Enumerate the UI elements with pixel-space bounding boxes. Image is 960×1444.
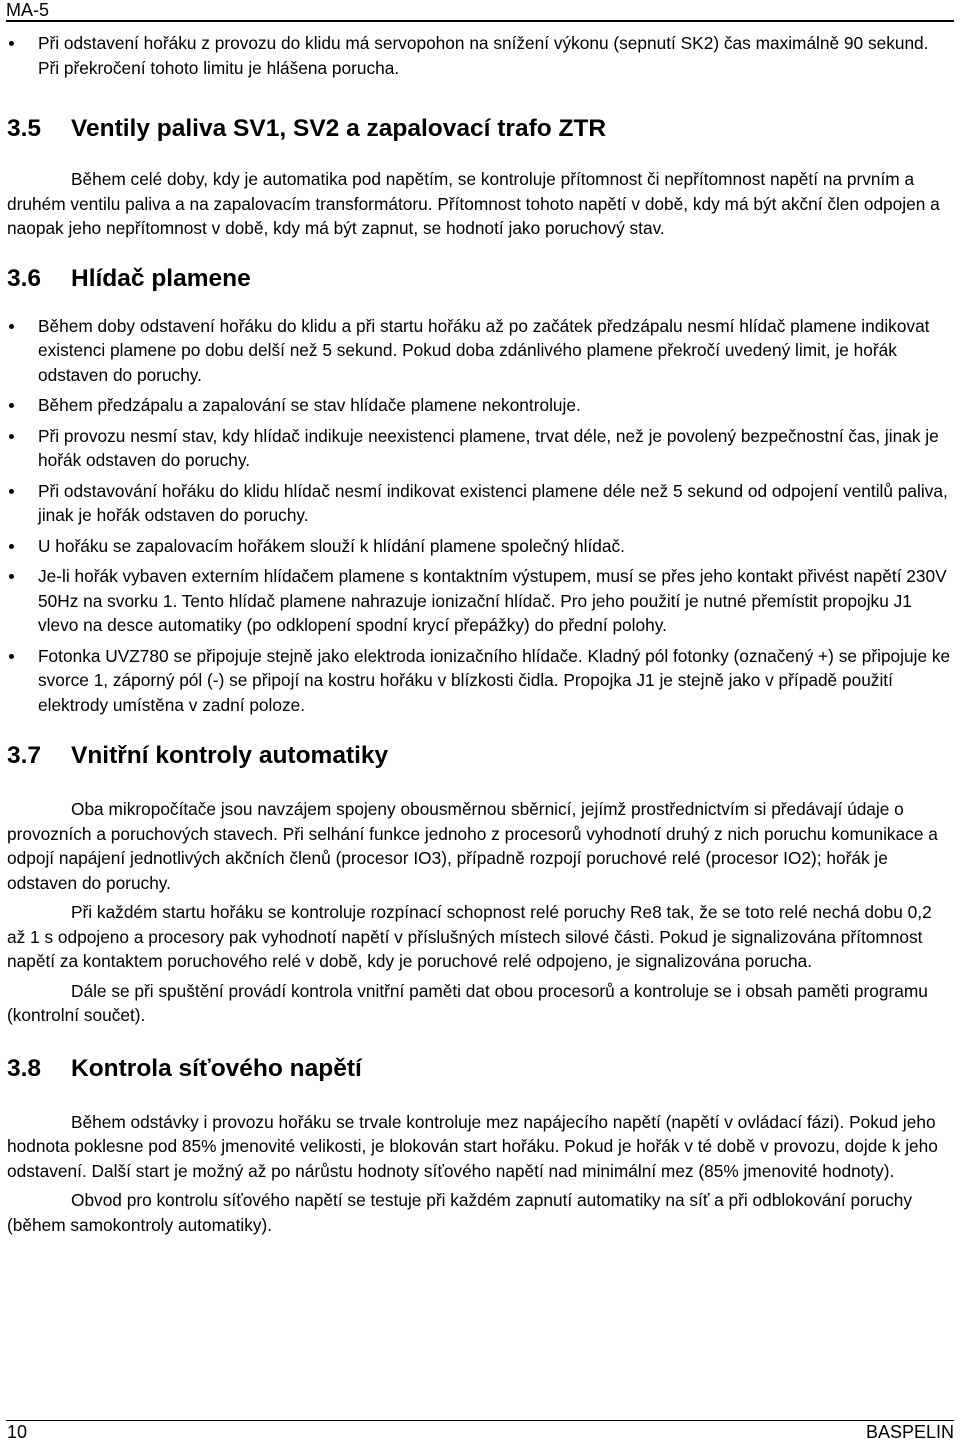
section-number: 3.5 bbox=[7, 115, 42, 142]
list-item bbox=[7, 31, 951, 80]
flame-monitor-bullet-list bbox=[7, 314, 951, 718]
list-item-text: Při provozu nesmí stav, kdy hlídač indikuje neexistenci plamene, trvat déle, než je povolený bezpečnostní čas, jinak je hořák odstaven do poruchy. bbox=[38, 425, 939, 470]
paragraph: Během celé doby, kdy je automatika pod napětím, se kontroluje přítomnost či nepřítomnost napětí na prvním a druhém ventilu paliva a na zapalovacím transformátoru. Přítomnost tohoto napětí v době, kdy má být akční člen odpojen a naopak jeho nepřítomnost v době, kdy má být zapnut, se hodnotí jako poruchový stav. bbox=[7, 169, 940, 238]
list-item-text: Při odstavování hořáku do klidu hlídač nesmí indikovat existenci plamene déle než 5 sekund od odpojení ventilů paliva, jinak je hořák odstaven do poruchy. bbox=[38, 480, 948, 525]
list-item-text: Při odstavení hořáku z provozu do klidu má servopohon na snížení výkonu (sepnutí SK2) čas maximálně 90 sekund. Při překročení tohoto limitu je hlášena porucha. bbox=[38, 33, 929, 78]
bullet-icon bbox=[9, 489, 14, 494]
list-item-text: U hořáku se zapalovacím hořákem slouží k hlídání plamene společný hlídač. bbox=[38, 535, 625, 556]
list-item-text: Během předzápalu a zapalování se stav hlídače plamene nekontroluje. bbox=[38, 395, 581, 415]
paragraph: Během odstávky i provozu hořáku se trvale kontroluje mez napájecího napětí (napětí v ovládací fázi). Pokud jeho hodnota poklesne pod 85% jmenovité velikosti, je blokován start hořáku. Pokud je hořák v té době v provozu, dojde k jeho odstavení. Další start je možný až po nárůstu hodnoty síťového napětí nad minimální mez (85% jmenovité hodnoty). bbox=[7, 1111, 938, 1181]
bullet-icon bbox=[9, 403, 14, 408]
section-heading-3-6 bbox=[7, 264, 951, 294]
section-number: 3.8 bbox=[7, 1054, 42, 1082]
paragraph: Obvod pro kontrolu síťového napětí se testuje při každém zapnutí automatiky na síť a při odblokování poruchy (během samokontroly automatiky). bbox=[7, 1190, 913, 1235]
section-title: Kontrola síťového napětí bbox=[71, 1054, 362, 1082]
bullet-icon bbox=[9, 434, 14, 439]
paragraph: Dále se při spuštění provádí kontrola vnitřní paměti dat obou procesorů a kontroluje se i obsah paměti programu (kontrolní součet). bbox=[7, 980, 928, 1025]
list-item-text: Fotonka UVZ780 se připojuje stejně jako elektroda ionizačního hlídače. Kladný pól fotonky (označený +) se připojuje ke svorce 1, záporný pól (-) se připojí na kostru hořáku v blízkosti čidla. Propojka J1 je stejně jako v případě použití elektrody umístěna v zadní poloze. bbox=[38, 645, 951, 715]
section-title: Vnitřní kontroly automatiky bbox=[71, 742, 389, 769]
list-item bbox=[7, 479, 951, 528]
bullet-icon bbox=[9, 654, 14, 659]
list-item bbox=[7, 534, 951, 559]
bullet-icon bbox=[9, 324, 14, 329]
list-item bbox=[7, 314, 951, 388]
page-content bbox=[7, 31, 951, 1237]
paragraph: Oba mikropočítače jsou navzájem spojeny obousměrnou sběrnicí, jejímž prostřednictvím si předávají údaje o provozních a poruchových stavech. Při selhání funkce jednoho z procesorů vyhodnotí druhý z nich poruchu komunikace a odpojí napájení jednotlivých akčních členů (procesor IO3), případně rozpojí poruchové relé (procesor IO2); hořák je odstaven do poruchy. bbox=[7, 799, 938, 893]
bullet-icon bbox=[9, 41, 14, 46]
section-number: 3.7 bbox=[7, 742, 42, 769]
paragraph: Při každém startu hořáku se kontroluje rozpínací schopnost relé poruchy Re8 tak, že se toto relé nechá dobu 0,2 až 1 s odpojeno a procesory pak vyhodnotí napětí v příslušných místech silové části. Pokud je signalizována přítomnost napětí za kontaktem poruchového relé v době, kdy je poruchové relé odpojeno, je signalizována porucha. bbox=[7, 902, 932, 971]
bullet-icon bbox=[9, 574, 14, 579]
section-title: Hlídač plamene bbox=[71, 264, 251, 292]
intro-bullet-list bbox=[7, 31, 951, 80]
bullet-icon bbox=[9, 544, 14, 549]
section-title: Ventily paliva SV1, SV2 a zapalovací trafo ZTR bbox=[71, 115, 607, 142]
running-header-label: MA-5 bbox=[6, 0, 50, 20]
list-item bbox=[7, 644, 951, 718]
section-number: 3.6 bbox=[7, 264, 42, 292]
footer-rule bbox=[6, 1420, 954, 1421]
list-item-text: Během doby odstavení hořáku do klidu a při startu hořáku až po začátek předzápalu nesmí hlídač plamene indikovat existenci plamene po dobu delší než 5 sekund. Pokud doba zdánlivého plamene překročí uvedený limit, je hořák odstaven do poruchy. bbox=[38, 315, 930, 385]
list-item bbox=[7, 564, 951, 638]
list-item bbox=[7, 393, 951, 418]
page-number: 10 bbox=[7, 1422, 28, 1442]
list-item bbox=[7, 424, 951, 473]
section-heading-3-7 bbox=[7, 741, 951, 771]
section-heading-3-5 bbox=[7, 114, 951, 144]
footer-brand: BASPELIN bbox=[865, 1422, 954, 1442]
header-rule bbox=[6, 20, 954, 22]
list-item-text: Je-li hořák vybaven externím hlídačem plamene s kontaktním výstupem, musí se přes jeho kontakt přivést napětí 230V 50Hz na svorku 1. Tento hlídač plamene nahrazuje ionizační hlídač. Pro jeho použití je nutné přemístit propojku J1 vlevo na desce automatiky (po odklopení spodní krycí přepážky) do přední polohy. bbox=[38, 566, 947, 635]
section-heading-3-8 bbox=[7, 1054, 951, 1084]
